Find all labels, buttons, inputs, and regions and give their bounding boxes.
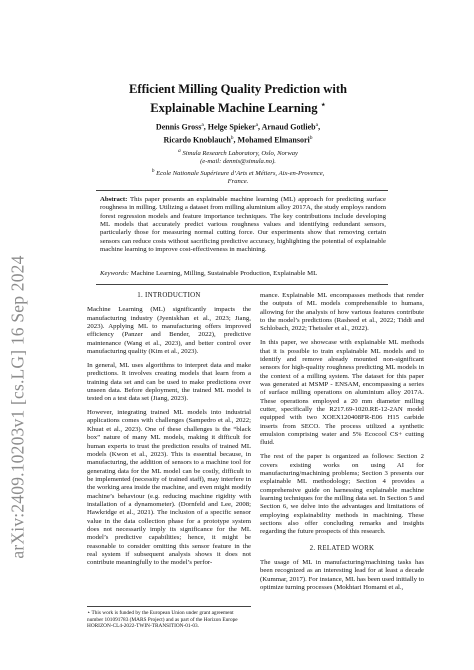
section-heading: 2. RELATED WORK [309, 544, 375, 552]
author-affil-mark: a [201, 122, 204, 128]
funding-footnote: ⋆ This work is funded by the European Union under grant agreement number 101091783 (MARS Project) and as part of the Horizon Europe HORIZON-CL4-2022-TWIN-TRANSITION-01-03. [87, 606, 251, 630]
arxiv-identifier-margin [6, 222, 30, 592]
author-line-1 [60, 120, 416, 133]
author-affil-mark: a [255, 122, 259, 128]
author-separator: , [233, 135, 238, 145]
author-name: Dennis Gross [155, 122, 202, 132]
author-name: Mohamed Elmansori [237, 135, 310, 145]
affiliation-mark: b [151, 167, 155, 174]
body-paragraph: In this paper, we showcase with explainable ML methods that it is possible to train explainable ML models and to identify and remove already mounted non-significant sensors for high-quality roughness predicting ML models in the context of a milling system. The dataset for this paper was generated at MSMP - ENSAM, encompassing a series of surface milling operations on aluminium alloy 2017A. These operations employed a 20 mm diameter milling cutter, specifically the R217.69-1020.RE-12-2AN model equipped with two XOEX120408FR-E06 H15 carbide inserts from SECO. The process utilized a synthetic emulsion comprising water and 5% Ecocool CS+ cutting fluid. [260, 339, 424, 447]
left-column [87, 292, 251, 573]
abstract [100, 196, 386, 254]
affiliation-a [60, 147, 416, 167]
author-name: Helge Spieker [207, 122, 256, 132]
affiliation-line: Ecole Nationale Supérieure d’Arts et Métiers, Aix-en-Provence, [156, 169, 325, 177]
abstract-top-rule [96, 190, 388, 191]
affiliation-line: (e-mail: dennis@simula.no). [200, 158, 276, 166]
keywords-bottom-rule [96, 284, 388, 285]
body-paragraph: Machine Learning (ML) significantly impacts the manufacturing industry (Jyeniskhan et al., 2023; Jiang, 2023). Applying ML to manufacturing offers improved efficiency (Panzer and Bender, 2022), predictive maintenance (Wang et al., 2023), and better control over manufacturing quality (Kim et al., 2023). [87, 306, 251, 356]
keywords [100, 270, 386, 278]
affiliations [60, 147, 416, 187]
author-separator: , [203, 122, 208, 132]
title-line-2-text: Explainable Machine Learning [150, 101, 318, 116]
right-column-continuation [260, 292, 424, 592]
body-paragraph: The rest of the paper is organized as follows: Section 2 covers existing works on using AI for manufacturing/machining problems; Section 3 presents our explainable ML methodology; Section 4 provides a comprehensive guide on harnessing explainable machine learning techniques for the milling data set. In Section 5 and Section 6, we delve into the advantages and limitations of employing explainability methods in machining. These sections also offer concluding remarks and insights regarding the future prospects of this research. [260, 453, 424, 536]
body-paragraph: The usage of ML in manufacturing/machining tasks has been recognized as an interesting lead for at least a decade (Kummar, 2017). For instance, ML has been used initially to optimize turning processes (Mokhtari Homami et al., [260, 558, 424, 591]
affiliation-line: Simula Research Laboratory, Oslo, Norway [182, 150, 298, 158]
title-line-2 [60, 97, 416, 116]
author-affil-mark: a [315, 122, 319, 128]
author-affil-mark: b [230, 134, 234, 141]
body-paragraph: In general, ML uses algorithms to interpret data and make predictions. It involves creating models that learn from a training data set and can be used to make predictions over unseen data. Before deployment, the trained ML model is tested on a test data set (Jiang, 2023). [87, 361, 251, 403]
affiliation-mark: a [178, 148, 181, 154]
author-line-2 [60, 133, 416, 146]
title-line-1: Efficient Milling Quality Prediction with [128, 82, 348, 96]
body-paragraph: mance. Explainable ML encompasses methods that render the outputs of ML models comprehensible to humans, allowing for the analysis of how various features contribute to the model’s predictions (Rasheed et al., 2022; Tiddi and Schlobach, 2022; Theissler et al., 2022). [260, 292, 424, 333]
author-name: Arnaud Gotlieb [261, 122, 316, 132]
abstract-label: Abstract: [100, 196, 128, 203]
abstract-text: This paper presents an explainable machine learning (ML) approach for predicting surface roughness in milling. Utilizing a dataset from milling aluminium alloy 2017A, the study employs random forest regression models and feature importance techniques. The key contributions include developing ML models that accurately predict various roughness values and identifying redundant sensors, particularly those for measuring normal cutting force. Our experiments show that removing certain sensors can reduce costs without sacrificing predictive accuracy, highlighting the potential of explainable machine learning to improve cost-effectiveness in machining. [100, 196, 386, 254]
author-affil-mark: b [309, 134, 313, 141]
body-paragraph: However, integrating trained ML models into industrial applications comes with challenges (Sampedro et al., 2022; Khuat et al., 2023). One of these challenges is the “black box” nature of many ML models, making it difficult for human experts to trust the prediction results of trained ML models (Kwon et al., 2023). This is essential because, in manufacturing, the addition of sensors to a machine tool for generating data for the ML model can be costly, difficult to be implemented (necessity of trained staff), may interfere in the working area inside the machine, and even might modify machine’s behaviour (e.g. reducing machine rigidity with installation of a dynamometer). (Dornfeld and Lee, 2008; Hawkridge et al., 2021). The inclusion of a specific sensor value in the data collection phase for a prototype system does not necessarily imply its significance for the ML model’s predictive capabilities; hence, it might be reasonable to consider omitting this sensor feature in the real system if subsequent analysis shows it does not contribute meaningfully to the model’s perfor- [87, 409, 251, 567]
keywords-text: Machine Learning, Milling, Sustainable Production, Explainable ML [130, 270, 318, 277]
affiliation-b [60, 167, 416, 187]
paper-title [60, 81, 416, 116]
section-heading: 1. INTRODUCTION [137, 292, 201, 299]
title-footnote-mark: ⋆ [320, 100, 326, 109]
keywords-label: Keywords: [100, 270, 129, 277]
arxiv-identifier: arXiv:2409.10203v1 [cs.LG] 16 Sep 2024 [7, 255, 28, 559]
author-list [60, 120, 416, 145]
author-separator: , [258, 122, 262, 132]
author-name: Ricardo Knoblauch [163, 135, 231, 145]
affiliation-line: France. [227, 178, 249, 186]
author-separator: , [318, 122, 321, 132]
